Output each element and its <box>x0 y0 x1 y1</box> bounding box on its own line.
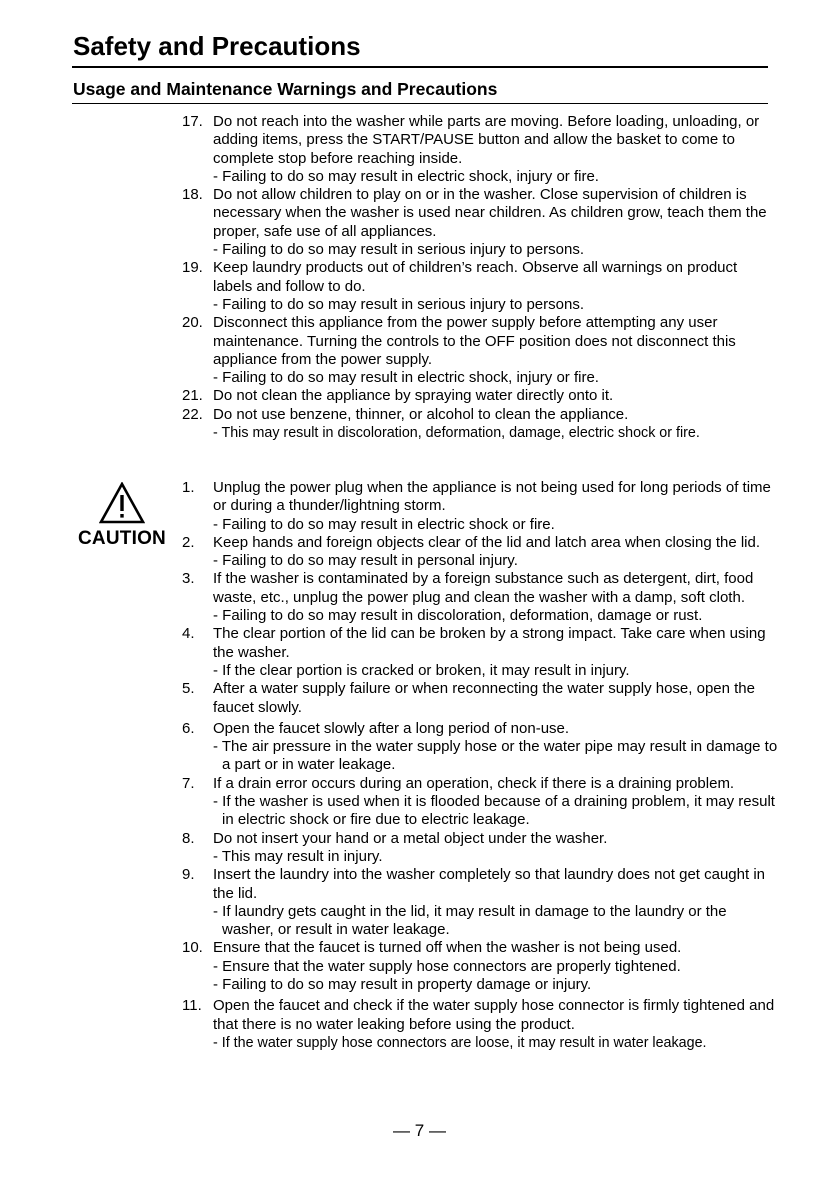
list-item: 8. Do not insert your hand or a metal object under the washer. - This may result in injury. <box>182 829 608 865</box>
list-item: 4. The clear portion of the lid can be broken by a strong impact. Take care when using the washer. - If the clear portion is cracked or broken, it may result in injury. <box>182 625 766 679</box>
list-item: 2. Keep hands and foreign objects clear of the lid and latch area when closing the lid. - Failing to do so may result in personal injury. <box>182 533 761 570</box>
list-item: 5. After a water supply failure or when reconnecting the water supply hose, open the faucet slowly. <box>182 680 755 716</box>
page-number: — 7 — <box>393 1121 446 1140</box>
subtitle-divider <box>72 103 768 104</box>
list-item: 21. Do not clean the appliance by spraying water directly onto it. <box>182 387 614 405</box>
title-divider <box>72 66 768 68</box>
list-item: 20. Disconnect this appliance from the power supply before attempting any user maintenance. Turning the controls to the OFF position does not disconnect this appliance from the power supply. - Failing to do so may result in electric shock, injury or fire. <box>182 314 736 387</box>
list-item: 22. Do not use benzene, thinner, or alcohol to clean the appliance. - This may result in discoloration, deformation, damage, electric shock or fire. <box>182 405 700 442</box>
list-item: 3. If the washer is contaminated by a foreign substance such as detergent, dirt, food waste, etc., unplug the power plug and clean the washer with a damp, soft cloth. - Failing to do so may result in discoloration, deformation, damage or rust. <box>182 570 754 625</box>
caution-symbol <box>72 482 172 550</box>
section-subtitle: Usage and Maintenance Warnings and Precautions <box>73 79 498 99</box>
list-item: 18. Do not allow children to play on or in the washer. Close supervision of children is necessary when the washer is used near children. As children grow, teach them the proper, safe use of all appliances. - Failing to do so may result in serious injury to persons. <box>182 186 767 259</box>
list-item: 10. Ensure that the faucet is turned off when the washer is not being used. - Ensure that the water supply hose connectors are properly tightened. - Failing to do so may result in property damage or injury. <box>182 939 682 994</box>
list-item: 19. Keep laundry products out of children’s reach. Observe all warnings on product labels and follow to do. - Failing to do so may result in serious injury to persons. <box>182 259 738 313</box>
warning-list <box>182 113 782 442</box>
caution-list <box>182 479 782 1052</box>
list-item: 9. Insert the laundry into the washer completely so that laundry does not get caught in the lid. - If laundry gets caught in the lid, it may result in damage to the laundry or the washer, or result in water leakage. <box>182 866 765 939</box>
list-item: 6. Open the faucet slowly after a long period of non-use. - The air pressure in the water supply hose or the water pipe may result in damage to a part or in water leakage. <box>182 719 778 774</box>
caution-label: CAUTION <box>78 528 166 549</box>
warning-triangle-icon <box>99 482 145 524</box>
list-item: 1. Unplug the power plug when the appliance is not being used for long periods of time or during a thunder/lightning storm. - Failing to do so may result in electric shock or fire. <box>182 479 771 533</box>
page-title: Safety and Precautions <box>73 31 361 61</box>
list-item: 11. Open the faucet and check if the water supply hose connector is firmly tightened and that there is no water leaking before using the product. - If the water supply hose connectors are loose, it may result in water leakage. <box>182 997 775 1051</box>
list-item: 17. Do not reach into the washer while parts are moving. Before loading, unloading, or adding items, press the START/PAUSE button and allow the basket to come to complete stop before reaching inside. - Failing to do so may result in electric shock, injury or fire. <box>182 113 760 185</box>
list-item: 7. If a drain error occurs during an operation, check if there is a draining problem. - If the washer is used when it is flooded because of a draining problem, it may result in electric shock or fire due to electric leakage. <box>182 774 775 829</box>
